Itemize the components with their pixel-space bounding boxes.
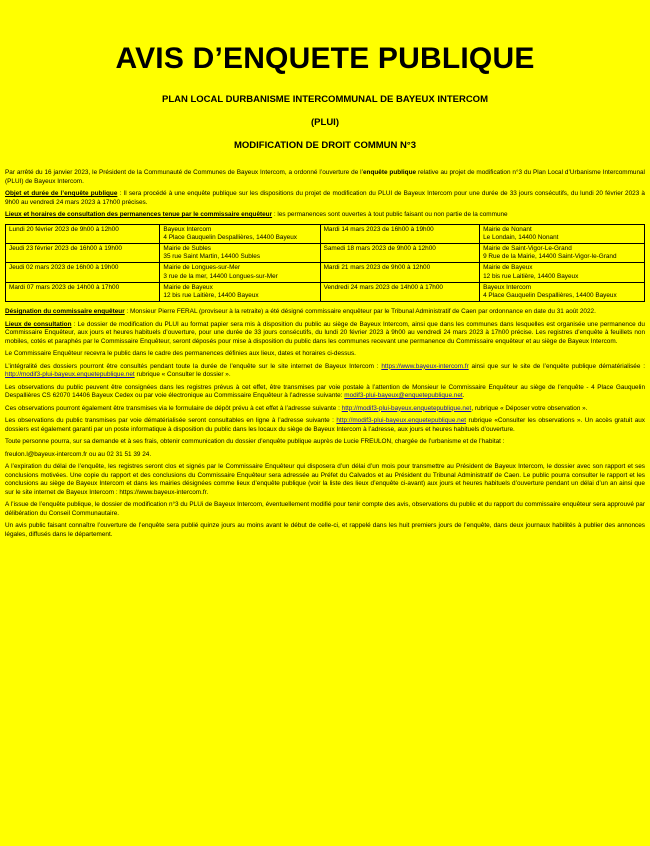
cell-line-primary: Lundi 20 février 2023 de 9h00 à 12h00 (9, 225, 119, 233)
cell-line-primary: Mairie de Nonant (483, 225, 532, 233)
formulaire-text-2: , rubrique « Déposer votre observation ». (471, 404, 588, 412)
permanence-place-1 (160, 263, 320, 282)
permanences-table (5, 224, 645, 303)
permanence-place-2 (480, 224, 645, 243)
consultation-text: : Le dossier de modification du PLUI au format papier sera mis à disposition du public au siège de Bayeux Intercom, ainsi que dans les communes dans lesquelles est organisée une permanence du Commissaire Enquêteur, aux jours et heures habituels d’ouverture, pour une durée de 33 jours consécutifs, du lundi 20 février 2023 à 9h00 au vendredi 24 mars 2023 à 17h00 précise. Les registres d’enquête à feuillets non mobiles, cotés et paraphés par le Commissaire Enquêteur, seront déposés pour mise à disposition du public dans les communes recevant une permanence du Commissaire enquêteur et au siège de Bayeux Intercom. (5, 320, 645, 345)
issue-paragraph: A l’issue de l’enquête publique, le dossier de modification n°3 du PLUi de Bayeux Intercom, éventuellement modifié pour tenir compte des avis, observations du public et du rapport du commissaire enquêteur sera approuvé par délibération du Conseil Communautaire. (5, 501, 645, 517)
permanence-date-2 (320, 224, 480, 243)
intro-bold: enquête publique (363, 169, 417, 176)
permanence-place-1 (160, 224, 320, 243)
permanence-place-2 (480, 263, 645, 282)
dematerialise-text-1: Les observations du public transmises par voie dématérialisée seront consultables en ligne à l’adresse suivante : (5, 417, 337, 425)
cell-line-primary: Jeudi 23 février 2023 de 16h00 à 19h00 (9, 244, 122, 252)
designation-paragraph (5, 308, 645, 317)
designation-text: : Monsieur Pierre FERAL (proviseur à la retraite) a été désigné commissaire enquêteur par le Tribunal Administratif de Caen par ordonnance en date du 31 août 2022. (124, 308, 596, 316)
integralite-text-1: L’intégralité des dossiers pourront être consultés pendant toute la durée de l’enquête sur le site internet de Bayeux Intercom : (5, 362, 382, 370)
cell-line-primary: Vendredi 24 mars 2023 de 14h00 à 17h00 (323, 283, 443, 291)
intro-paragraph (5, 169, 645, 186)
permanence-date-1 (6, 243, 160, 262)
notice-body (5, 169, 645, 543)
permanence-place-2 (480, 282, 645, 301)
cell-line-address: 9 Rue de la Mairie, 14400 Saint-Vigor-le-Grand (483, 253, 617, 261)
integralite-text-3: rubrique « Consulter le dossier ». (134, 371, 231, 379)
contact-paragraph: freulon.l@bayeux-intercom.fr ou au 02 31 51 39 24. (5, 450, 152, 458)
permanence-row (6, 282, 645, 301)
plan-acronym: (PLUI) (311, 117, 339, 128)
modification-title: MODIFICATION DE DROIT COMMUN N°3 (233, 140, 416, 151)
enquete-email-link[interactable]: modif3-plui-bayeux@enquetepublique.net (344, 392, 463, 400)
observations-link[interactable]: http://modif3-plui-bayeux.enquetepublique.net (336, 417, 467, 425)
lieux-paragraph (5, 211, 645, 220)
intro-end: relative au projet de modification n°3 du Plan Local d’Urbanisme Intercommunal (PLUI) de Bayeux Intercom. (5, 169, 645, 185)
cell-line-address: 12 bis rue Laitière, 14400 Bayeux (483, 272, 579, 280)
cell-line-primary: Jeudi 02 mars 2023 de 16h00 à 19h00 (9, 264, 119, 272)
permanence-row (6, 224, 645, 243)
cell-line-primary: Mardi 14 mars 2023 de 16h00 à 19h00 (323, 225, 434, 233)
lieux-text: : les permanences sont ouvertes à tout public faisant ou non partie de la commune (272, 211, 508, 218)
plan-title: PLAN LOCAL DURBANISME INTERCOMMUNAL DE BAYEUX INTERCOM (161, 94, 488, 105)
consultation-paragraph (5, 321, 645, 347)
cell-line-address: 4 Place Gauquelin Despallières, 14400 Bayeux (483, 291, 617, 299)
cell-line-primary: Mairie de Subles (163, 244, 211, 252)
formulaire-paragraph (5, 405, 645, 414)
permanence-place-2 (480, 243, 645, 262)
cell-line-primary: Mardi 07 mars 2023 de 14h00 à 17h00 (9, 283, 120, 291)
permanence-date-1 (6, 282, 160, 301)
observations-text-2: . (462, 392, 465, 400)
cell-line-address: 3 rue de la mer, 14400 Longues-sur-Mer (163, 272, 278, 280)
objet-label: Objet et durée de l’enquête publique (5, 190, 118, 197)
permanence-date-2 (320, 263, 480, 282)
consultation-label: Lieux de consultation (5, 320, 72, 328)
intro-text: Par arrêté du 16 janvier 2023, le Président de la Communauté de Communes de Bayeux Intercom, a ordonné l’ouverture de l’ (5, 169, 363, 176)
integralite-paragraph (5, 363, 645, 380)
cell-line-primary: Bayeux Intercom (483, 283, 532, 291)
objet-paragraph (5, 190, 645, 207)
objet-text: : Il sera procédé à une enquête publique sur les dispositions du projet de modification du PLUI de Bayeux Intercom pour une durée de 33 jours consécutifs, du lundi 20 février 2023 à 9h00 au vendredi 24 mars 2023 à 17h00 précises. (5, 190, 645, 206)
notice-title: AVIS D’ENQUETE PUBLIQUE (115, 42, 535, 75)
dematerialise-paragraph (5, 417, 645, 434)
permanence-date-1 (6, 263, 160, 282)
permanence-row (6, 243, 645, 262)
permanence-place-1 (160, 243, 320, 262)
expiration-paragraph: A l’expiration du délai de l’enquête, les registres seront clos et signés par le Commissaire Enquêteur qui disposera d’un délai d’un mois pour transmettre au Président de Bayeux Intercom, le dossier avec son rapport et ses conclusions motivées. Une copie du rapport et des conclusions du Commissaire Enquêteur sera adressée au Préfet du Calvados et au Président du Tribunal Administratif de Caen. Le public pourra consulter le rapport et les conclusions au siège de Bayeux Intercom et dans les mairies désignées comme lieux d’enquête publique (voir la liste des lieux d’enquête ci-avant) aux jours et heures habituels d’ouverture pendant un délai d’un an ainsi que sur le site internet de Bayeux Intercom : https://www.bayeux-intercom.fr. (5, 463, 645, 496)
designation-label: Désignation du commissaire enquêteur (5, 308, 125, 316)
avis-paragraph: Un avis public faisant connaître l’ouverture de l’enquête sera publié quinze jours au moins avant le début de celle-ci, et rappelé dans les huit premiers jours de l’enquête, dans deux journaux habilités à publier des annonces légales, diffusés dans le département. (5, 522, 645, 538)
formulaire-link[interactable]: http://modif3-plui-bayeux.enquetepublique.net (341, 404, 472, 412)
recevra-paragraph: Le Commissaire Enquêteur recevra le public dans le cadre des permanences définies aux lieux, dates et horaires ci-dessus. (5, 350, 356, 358)
cell-line-primary: Samedi 18 mars 2023 de 9h00 à 12h00 (323, 244, 436, 252)
dematerialise-text-2: rubrique «Consulter les observations ». Un accès gratuit aux dossiers est également garanti par un poste informatique à disposition du public dans les locaux du siège de Bayeux Intercom à l’adresse, aux jours et heures habituels d’ouverture. (5, 417, 645, 433)
permanence-date-2 (320, 243, 480, 262)
permanence-place-1 (160, 282, 320, 301)
communication-paragraph: Toute personne pourra, sur sa demande et à ses frais, obtenir communication du dossier d’enquête publique auprès de Lucie FREULON, chargée de l’urbanisme et de l’habitat : (5, 438, 505, 446)
lieux-label: Lieux et horaires de consultation des permanences tenue par le commissaire enquêteur (5, 211, 273, 218)
cell-line-primary: Mairie de Longues-sur-Mer (163, 264, 241, 272)
integralite-text-2: ainsi que sur le site de l’enquête publique dématérialisée : (468, 362, 645, 370)
observations-text-1: Les observations du public peuvent être consignées dans les registres prévus à cet effet, être transmises par voie postale à l’attention de Monsieur le Commissaire Enquêteur au siège de l’enquête - 4 Place Gauquelin Despallières CS 62070 14406 Bayeux Cedex ou par voie électronique au Commissaire Enquêteur à l’adresse suivante: (5, 383, 645, 400)
permanence-date-2 (320, 282, 480, 301)
bayeux-intercom-link[interactable]: https://www.bayeux-intercom.fr (381, 362, 469, 370)
cell-line-address: 12 bis rue Laitière, 14400 Bayeux (163, 291, 259, 299)
cell-line-primary: Mardi 21 mars 2023 de 9h00 à 12h00 (323, 264, 431, 272)
cell-line-primary: Mairie de Bayeux (483, 264, 533, 272)
cell-line-address: 35 rue Saint Martin, 14400 Subles (163, 253, 261, 261)
observations-paragraph (5, 384, 645, 401)
cell-line-primary: Bayeux Intercom (163, 225, 212, 233)
permanence-date-1 (6, 224, 160, 243)
cell-line-primary: Mairie de Saint-Vigor-Le-Grand (483, 244, 572, 252)
enquete-dossier-link[interactable]: http://modif3-plui-bayeux.enquetepublique.net (5, 371, 135, 379)
cell-line-address: 4 Place Gauquelin Despallières, 14400 Bayeux (163, 233, 297, 241)
formulaire-text-1: Ces observations pourront également être transmises via le formulaire de dépôt prévu à cet effet à l’adresse suivante : (5, 404, 342, 412)
cell-line-address: Le Londain, 14400 Nonant (483, 233, 559, 241)
cell-line-primary: Mairie de Bayeux (163, 283, 213, 291)
permanence-row (6, 263, 645, 282)
